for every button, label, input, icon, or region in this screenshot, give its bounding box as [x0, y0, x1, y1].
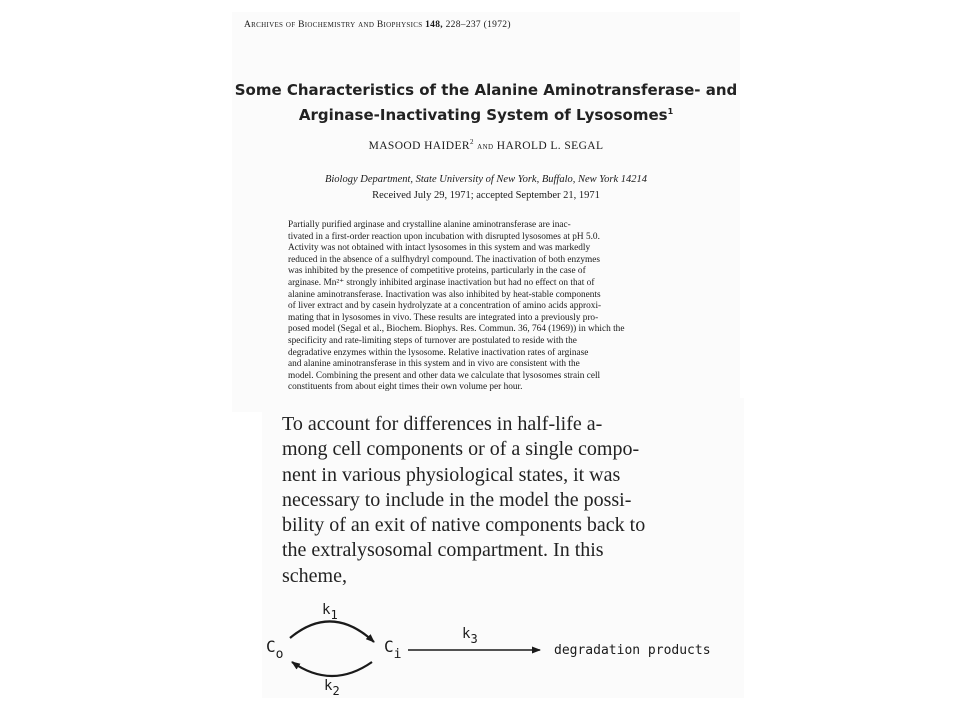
excerpt-paragraph: To account for differences in half-life a- mong cell components or of a single compo- nent in various physiological states, it was necessary to include in the model the possi- bility of an exit of native components back to the extralysosomal compartment. In this scheme, [282, 413, 646, 587]
kinetic-scheme-diagram [262, 398, 744, 698]
received-dates: Received July 29, 1971; accepted September 21, 1971 [372, 190, 600, 201]
journal-pages: 228–237 (1972) [445, 20, 511, 30]
journal-header [244, 20, 511, 30]
degradation-products-label: degradation products [554, 643, 711, 658]
inside-subscript: i [393, 647, 402, 662]
article-first-page-scan [232, 12, 740, 412]
k1-label: k1 [322, 602, 338, 622]
affiliation: Biology Department, State University of New York, Buffalo, New York 14214 [324, 174, 648, 185]
k2-reverse-arrow [292, 662, 372, 676]
k1-forward-arrow [290, 621, 374, 642]
k2-label: k2 [324, 678, 340, 698]
c-letter: C [266, 637, 276, 656]
journal-volume: 148, [425, 20, 443, 30]
title-line-1: Some Characteristics of the Alanine Aminotransferase- and [234, 81, 738, 99]
article-excerpt-scan [262, 398, 744, 698]
author-1: MASOOD HAIDER [368, 139, 470, 152]
outside-subscript: o [275, 647, 284, 662]
author-conjunction: and [477, 140, 494, 152]
abstract: Partially purified arginase and crystalline alanine aminotransferase are inac- tivated in a first-order reaction upon incubation with disrupted lysosomes at pH 5.0. Activity was not obtained with intact lysosomes in this system and was markedly reduced in the absence of a sulfhydryl compound. The inactivation of both enzymes was inhibited by the presence of competitive proteins, particularly in the case of arginase. Mn²⁺ strongly inhibited arginase inactivation but had no effect on that of alanine aminotransferase. Inactivation was also inhibited by heat-stable components of liver extract and by casein hydrolyzate at a concentration of amino acids approxi- mating that in lysosomes in vivo. These results are integrated into a previously pro- posed model (Segal et al., Biochem. Biophys. Res. Commun. 36, 764 (1969)) in which the specificity and rate-limiting steps of turnover are postulated to reside with the degradative enzymes within the lysosome. Relative inactivation rates of arginase and alanine aminotransferase in this system and in vivo are consistent with the model. Combining the present and other data we calculate that lysosomes strain cell constituents from about eight times their own volume per hour. [288, 220, 625, 393]
author-line [232, 138, 740, 152]
c-letter: C [384, 637, 394, 656]
species-c-inside [384, 637, 401, 662]
k3-label: k3 [462, 626, 478, 646]
title-footnote-mark: 1 [667, 107, 674, 116]
author-1-footnote-mark: 2 [469, 138, 474, 146]
author-2: HAROLD L. SEGAL [496, 139, 604, 152]
journal-name: Archives of Biochemistry and Biophysics [244, 20, 423, 30]
article-title [232, 80, 740, 126]
species-c-outside [266, 637, 283, 662]
title-line-2: Arginase-Inactivating System of Lysosomes [298, 106, 668, 124]
